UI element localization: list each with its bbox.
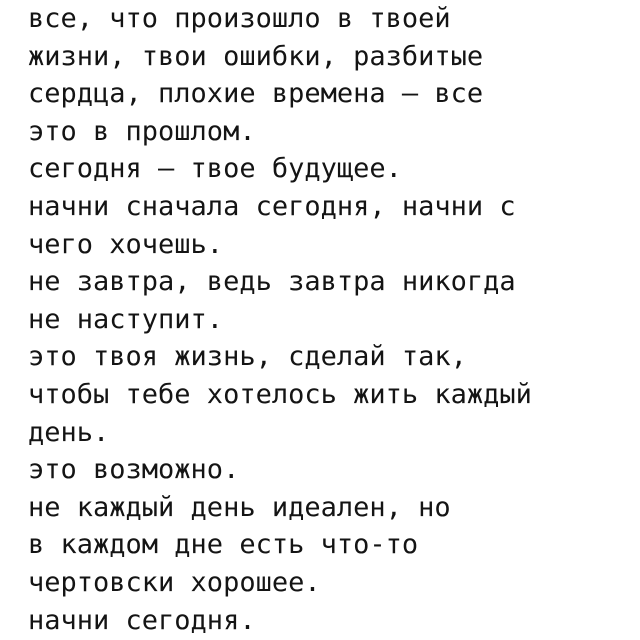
text-line: жизни, твои ошибки, разбитые xyxy=(28,40,484,72)
text-line: чтобы тебе хотелось жить каждый xyxy=(28,378,532,410)
text-line: это твоя жизнь, сделай так, xyxy=(28,341,467,373)
text-line: чего хочешь. xyxy=(28,228,224,260)
text-line: все, что произошло в твоей xyxy=(28,3,451,34)
text-block xyxy=(28,0,628,639)
text-line: в каждом дне есть что-то xyxy=(28,529,419,561)
text-line: день. xyxy=(28,416,110,448)
text-line: не завтра, ведь завтра никогда xyxy=(28,266,516,298)
text-line: чертовски хорошее. xyxy=(28,566,321,598)
text-line: сегодня — твое будущее. xyxy=(28,153,402,185)
text-line: это возможно. xyxy=(28,454,240,486)
text-line: начни сначала сегодня, начни с xyxy=(28,190,516,222)
text-line: это в прошлом. xyxy=(28,115,256,147)
text-line: сердца, плохие времена — все xyxy=(28,78,484,110)
text-line: не наступит. xyxy=(28,303,224,335)
text-line: начни сегодня. xyxy=(28,604,256,636)
text-line: не каждый день идеален, но xyxy=(28,491,451,523)
